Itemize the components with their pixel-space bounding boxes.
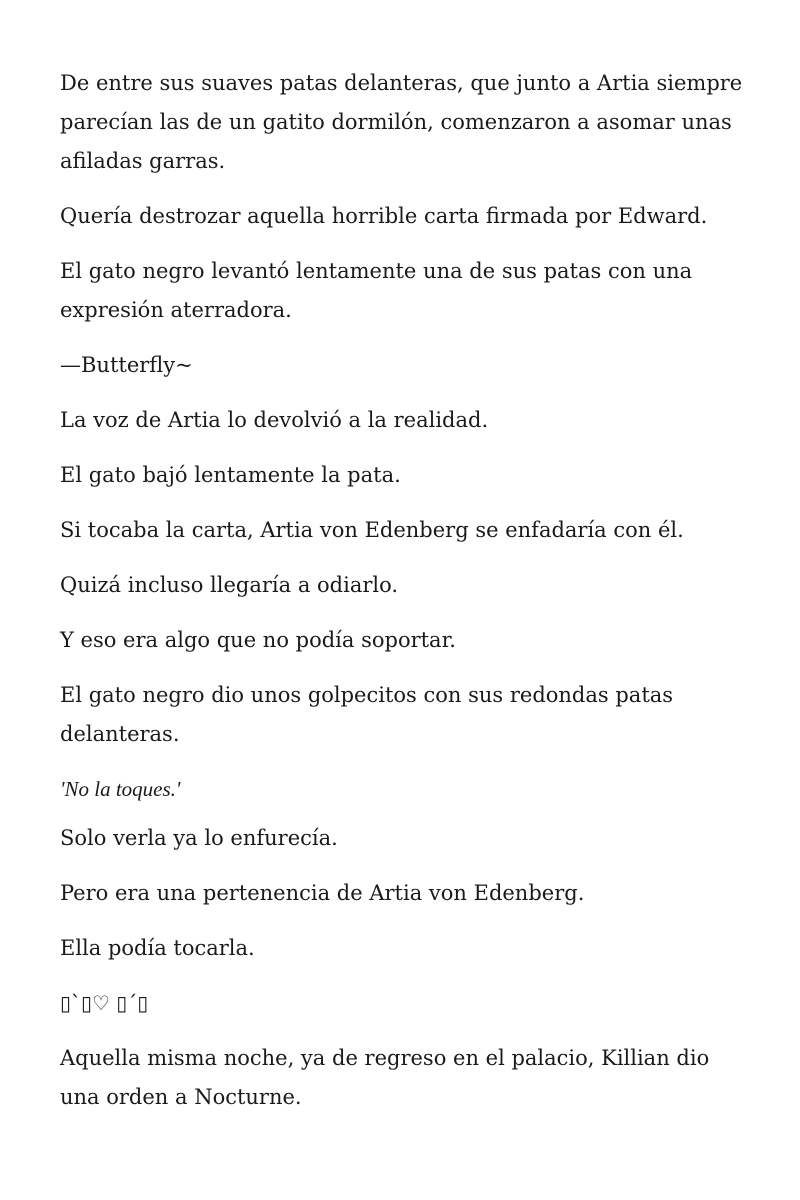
paragraph: Aquella misma noche, ya de regreso en el palacio, Killian dio una orden a Nocturne.	[60, 1046, 710, 1109]
paragraph: Ella podía tocarla.	[60, 936, 255, 960]
paragraph: El gato bajó lentamente la pata.	[60, 463, 401, 487]
paragraph: El gato negro levantó lentamente una de sus patas con una expresión aterradora.	[60, 259, 693, 322]
paragraph: El gato negro dio unos golpecitos con sus redondas patas delanteras.	[60, 683, 674, 746]
paragraph: Quería destrozar aquella horrible carta firmada por Edward.	[60, 204, 708, 228]
paragraph: Quizá incluso llegaría a odiarlo.	[60, 573, 399, 597]
paragraph: De entre sus suaves patas delanteras, que junto a Artia siempre parecían las de un gatito dormilón, comenzaron a asomar unas afiladas garras.	[60, 71, 743, 173]
paragraph: Pero era una pertenencia de Artia von Edenberg.	[60, 881, 585, 905]
paragraph: Solo verla ya lo enfurecía.	[60, 826, 338, 850]
paragraph: La voz de Artia lo devolvió a la realidad.	[60, 408, 489, 432]
paragraph: —Butterfly~	[60, 353, 193, 377]
reader-page	[60, 64, 750, 1133]
paragraph: Si tocaba la carta, Artia von Edenberg se enfadaría con él.	[60, 518, 684, 542]
scene-break-ornament: ▯`▯♡ ▯´▯	[60, 991, 149, 1015]
paragraph: Y eso era algo que no podía soportar.	[60, 628, 456, 652]
italic-thought: 'No la toques.'	[60, 777, 181, 801]
